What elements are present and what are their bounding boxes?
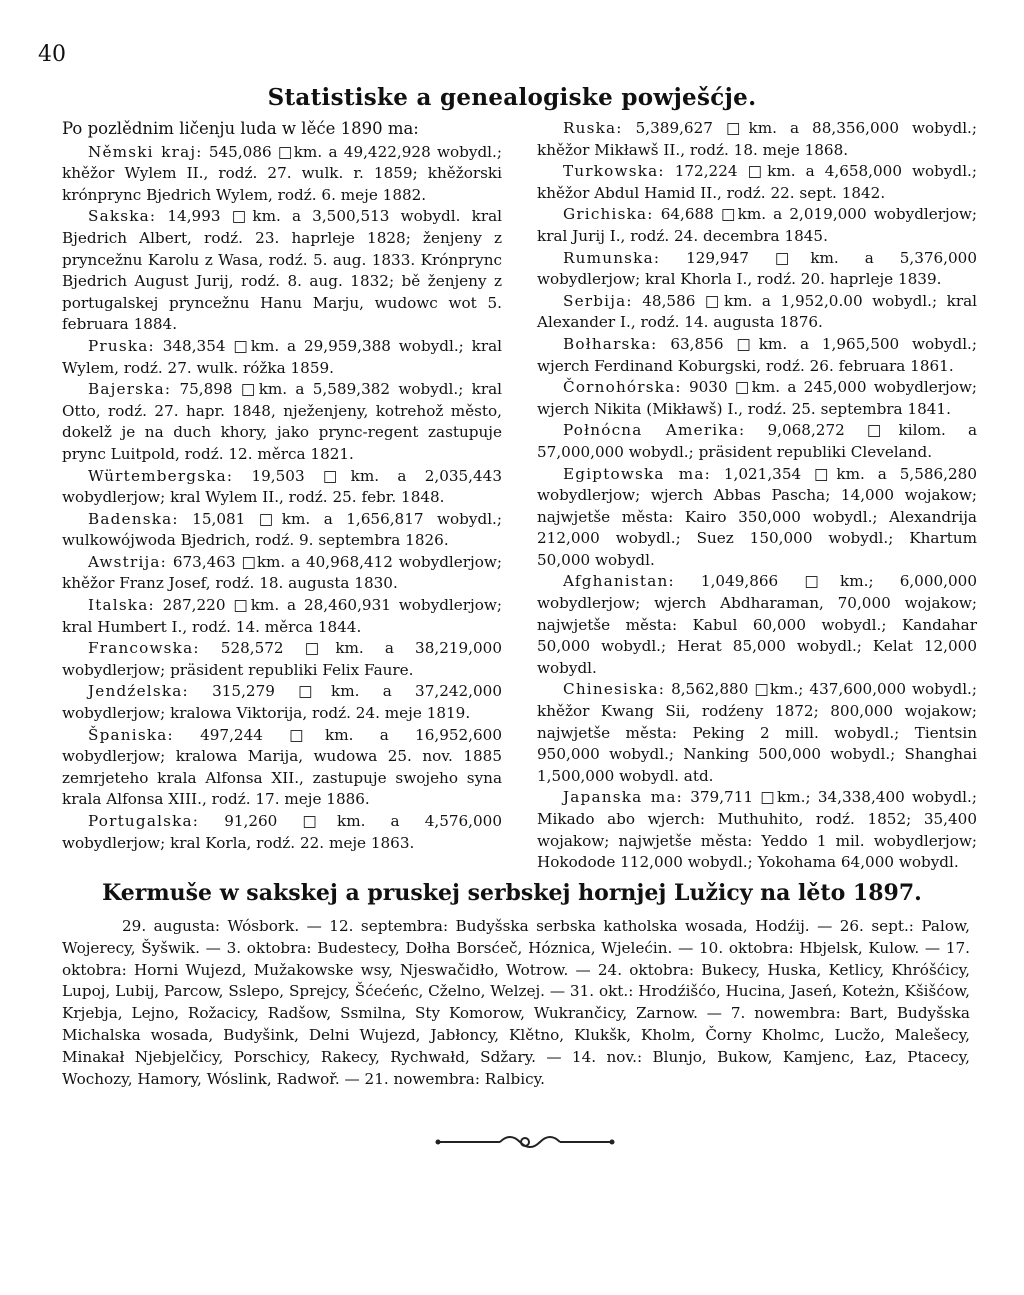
country-name: Afghanistan: — [563, 572, 675, 591]
country-entry — [537, 787, 977, 873]
country-details: 379,711 □km.; 34,338,400 wobydl.; Mikado abo wjerch: Muthuhito, rodź. 1852; 35,400 wojakow; najwjetše města: Yeddo 1 mil. wobydlerjow; Hokodode 112,000 wobydl.; Yokohama 64,000 wobydl. — [537, 788, 977, 872]
country-details: 673,463 □km. a 40,968,412 wobydlerjow; khěžor Franz Josef, rodź. 18. augusta 1830. — [62, 552, 503, 593]
country-entry — [537, 204, 977, 247]
country-name: Čornohórska: — [563, 378, 682, 397]
country-details: 75,898 □km. a 5,589,382 wobydl.; kral Otto, rodź. 27. hapr. 1848, nježenjeny, kotrehož město, dokelž je na duch khory, jako prync-regent zastupuje prync Luitpold, rodź. 12. měrca 1821. — [62, 380, 502, 463]
country-entry — [537, 291, 977, 334]
left-column — [62, 118, 502, 854]
country-details: 5,389,627 □km. a 88,356,000 wobydl.; khěžor Mikławš II., rodź. 18. meje 1868. — [537, 119, 977, 159]
country-entry — [62, 142, 502, 207]
country-details: 348,354 □km. a 29,959,388 wobydl.; kral Wylem, rodź. 27. wulk. róžka 1859. — [62, 336, 503, 377]
country-entry — [62, 811, 502, 854]
country-details: 287,220 □km. a 28,460,931 wobydlerjow; kral Humbert I., rodź. 14. měrca 1844. — [62, 596, 503, 636]
country-name: Japanska ma: — [563, 788, 683, 807]
country-name: Awstrija: — [88, 552, 167, 571]
country-details: 8,562,880 □km.; 437,600,000 wobydl.; khěžor Kwang Sii, rodźeny 1872; 800,000 wojakow; najwjetše města: Peking 2 mill. wobydl.; Tientsin 950,000 wobydl.; Nanking 500,000 wobydl.; Shanghai 1,500,000 wobydl. atd. — [537, 680, 977, 785]
country-entry — [62, 681, 502, 724]
country-entry — [62, 595, 502, 638]
country-details: 64,688 □km. a 2,019,000 wobydlerjow; kral Jurij I., rodź. 24. decembra 1845. — [537, 205, 977, 245]
country-name: Grichiska: — [563, 205, 654, 224]
country-name: Němski kraj: — [88, 142, 203, 161]
country-name: Bajerska: — [88, 380, 172, 399]
country-details: 9030 □km. a 245,000 wobydlerjow; wjerch Nikita (Mikławš) I., rodź. 25. septembra 1841. — [537, 378, 977, 418]
country-entry — [537, 464, 977, 572]
country-details: 14,993 □km. a 3,500,513 wobydl. kral Bjedrich Albert, rodź. 23. haprleje 1828; ženjeny z pryncežnu Karolu z Wasa, rodź. 5. aug. 1833. Krónprync Bjedrich August Jurij, rodź. 8. aug. 1832; bě ženjeny z portugalskej pryncežnu Hanu Marju, wudowc wot 5. februara 1884. — [62, 207, 502, 334]
country-details: 497,244 □km. a 16,952,600 wobydlerjow; kralowa Marija, wudowa 25. nov. 1885 zemrjeteho krala Alfonsa XII., zastupuje swojeho syna krala Alfonsa XIII., rodź. 17. meje 1886. — [62, 725, 502, 809]
country-name: Jendźelska: — [88, 682, 189, 701]
country-name: Badenska: — [88, 509, 179, 528]
country-entry — [62, 466, 502, 509]
country-name: Würtembergska: — [88, 466, 234, 485]
country-details: 48,586 □km. a 1,952,0.00 wobydl.; kral Alexander I., rodź. 14. augusta 1876. — [537, 291, 977, 332]
country-name: Sakska: — [88, 207, 157, 226]
country-entry — [62, 509, 502, 552]
page-number: 40 — [38, 42, 66, 67]
country-details: 545,086 □km. a 49,422,928 wobydl.; khěžor Wylem II., rodź. 27. wulk. r. 1859; khěžorski krónprync Bjedrich Wylem, rodź. 6. meje 1882. — [62, 142, 502, 204]
country-details: 19,503 □km. a 2,035,443 wobydlerjow; kral Wylem II., rodź. 25. febr. 1848. — [62, 466, 503, 507]
kermuse-section — [62, 916, 970, 1090]
country-entry — [537, 161, 977, 204]
country-entry — [537, 118, 977, 161]
country-entry — [537, 334, 977, 377]
country-details: 9,068,272 □kilom. a 57,000,000 wobydl.; präsident republiki Cleveland. — [537, 421, 978, 461]
country-name: Portugalska: — [88, 812, 200, 830]
country-name: Italska: — [88, 596, 155, 615]
country-entry — [537, 571, 977, 679]
right-column — [537, 118, 977, 874]
country-name: Ruska: — [563, 119, 623, 137]
country-details: 528,572 □km. a 38,219,000 wobydlerjow; präsident republiki Felix Faure. — [62, 639, 502, 679]
country-details: 91,260 □km. a 4,576,000 wobydlerjow; kral Korla, rodź. 22. meje 1863. — [62, 812, 502, 852]
country-details: 172,224 □km. a 4,658,000 wobydl.; khěžor Abdul Hamid II., rodź. 22. sept. 1842. — [537, 162, 978, 202]
country-name: Pruska: — [88, 336, 155, 355]
country-details: 129,947 □km. a 5,376,000 wobydlerjow; kral Khorla I., rodź. 20. haprleje 1839. — [537, 248, 978, 289]
country-name: Rumunska: — [563, 248, 661, 267]
country-entry — [62, 552, 502, 595]
country-name: Francowska: — [88, 639, 200, 658]
country-name: Španiska: — [88, 725, 174, 744]
country-name: Serbija: — [563, 291, 633, 310]
ornament-divider — [430, 1130, 620, 1154]
country-name: Bołharska: — [563, 334, 658, 353]
country-name: Egiptowska ma: — [563, 464, 711, 483]
main-heading: Statistiske a genealogiske powješćje. — [267, 84, 757, 111]
country-entry — [537, 679, 977, 787]
country-details: 1,021,354 □km. a 5,586,280 wobydlerjow; wjerch Abbas Pascha; 14,000 wojakow; najwjetše města: Kairo 350,000 wobydl.; Alexandrija 212,000 wobydl.; Suez 150,000 wobydl.; Khartum 50,000 wobydl. — [537, 464, 977, 569]
country-entry — [62, 638, 502, 681]
country-entry — [62, 379, 502, 465]
country-entry — [62, 725, 502, 811]
country-name: Turkowska: — [563, 162, 665, 181]
country-details: 63,856 □km. a 1,965,500 wobydl.; wjerch Ferdinand Koburgski, rodź. 26. februara 1861. — [537, 334, 978, 375]
country-entry — [537, 377, 977, 420]
country-entry — [537, 248, 977, 291]
intro-line: Po pozlědnim ličenju luda w lěće 1890 ma: — [62, 119, 419, 138]
country-name: Połnócna Amerika: — [563, 421, 746, 440]
country-name: Chinesiska: — [563, 680, 666, 699]
country-details: 1,049,866 □km.; 6,000,000 wobydlerjow; wjerch Abdharaman, 70,000 wojakow; najwjetše města: Kabul 60,000 wobydl.; Kandahar 50,000 wobydl.; Herat 85,000 wobydl.; Kelat 12,000 wobydl. — [537, 572, 977, 677]
country-details: 315,279 □km. a 37,242,000 wobydlerjow; kralowa Viktorija, rodź. 24. meje 1819. — [62, 682, 502, 723]
country-entry — [537, 420, 977, 463]
country-entry — [62, 206, 502, 336]
section-heading: Kermuše w sakskej a pruskej serbskej hornjej Lužicy na lěto 1897. — [102, 880, 922, 906]
country-entry — [62, 336, 502, 379]
country-details: 15,081 □km. a 1,656,817 wobydl.; wulkowójwoda Bjedrich, rodź. 9. septembra 1826. — [62, 509, 502, 550]
kermuse-text: 29. augusta: Wósbork. — 12. septembra: Budyšska serbska katholska wosada, Hodźij. — 26. sept.: Palow, Wojerecy, Šyšwik. — 3. oktobra: Budestecy, Dołha Borsćeč, Hóznica, Wjelećin. — 10. oktobra: Hbjelsk, Kulow. — 17. oktobra: Horni Wujezd, Mužakowske wsy, Njeswačidło, Wotrow. — 24. oktobra: Bukecy, Huska, Ketlicy, Khróšćicy, Lupoj, Lubij, Parcow, Sslepo, Sprejcy, Šćećeńc, Cželno, Welzej. — 31. okt.: Hrodźišćo, Hucina, Jaseń, Koteżn, Kšišćow, Krjebja, Lejno, Rožacicy, Radšow, Ssmilna, Sty Komorow, Wukrančicy, Zarnow. — 7. nowembra: Bart, Budyšska Michalska wosada, Budyšink, Delni Wujezd, Jabłoncy, Klětno, Klukšk, Kholm, Čorny Kholmc, Lucžo, Malešecy, Minakał Njebjelčicy, Porschicy, Rakecy, Rychwałd, Sdžary. — 14. nov.: Blunjo, Bukow, Kamjenc, Łaz, Ptacecy, Wochozy, Hamory, Wóslink, Radwoř. — 21. nowembra: Ralbicy. — [62, 917, 970, 1088]
